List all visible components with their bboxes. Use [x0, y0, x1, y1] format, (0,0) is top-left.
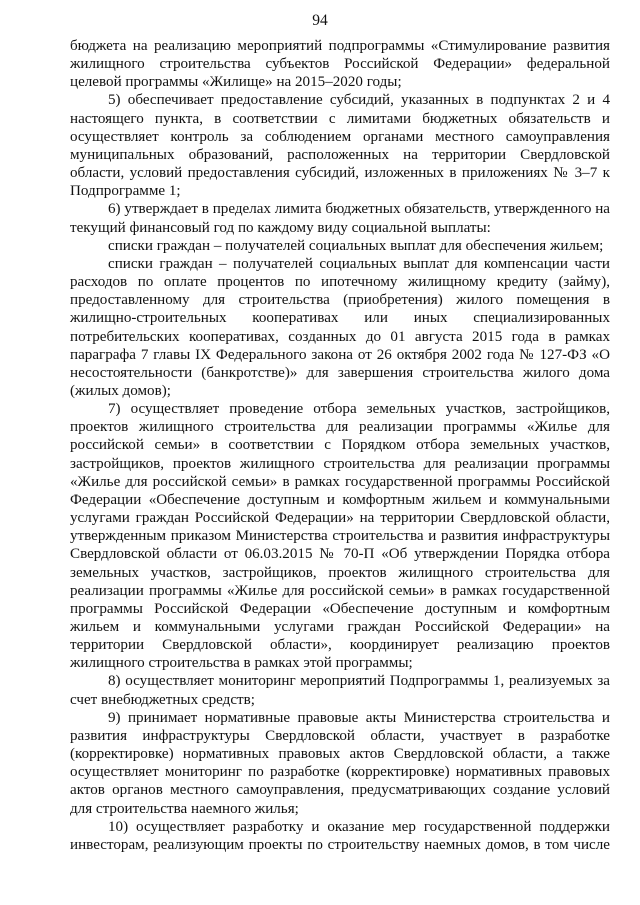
paragraph-item-9: 9) принимает нормативные правовые акты Министерства строительства и развития инфраструктуры Свердловской области, участвует в разработке (корректировке) нормативных правовых актов Свердловской области, а также осуществляет мониторинг по разработке (корректировке) нормативных правовых актов органов местного самоуправления, предусматривающих создание условий для строительства наемного жилья; — [70, 709, 610, 817]
paragraph-item-7: 7) осуществляет проведение отбора земельных участков, застройщиков, проектов жилищного строительства для реализации программы «Жилье для российской семьи» в соответствии с Порядком отбора земельных участков, застройщиков, проектов жилищного строительства для реализации программы «Жилье для российской семьи» в рамках государственной программы Российской Федерации «Обеспечение доступным и комфортным жильем и коммунальными услугами граждан Российской Федерации» на территории Свердловской области, утвержденным приказом Министерства строительства и развития инфраструктуры Свердловской области от 06.03.2015 № 70-П «Об утверждении Порядка отбора земельных участков, застройщиков, проектов жилищного строительства для реализации программы «Жилье для российской семьи» в рамках государственной программы Российской Федерации «Обеспечение доступным и комфортным жильем и коммунальными услугами граждан Российской Федерации» на территории Свердловской области», координирует реализацию проектов жилищного строительства в рамках этой программы; — [70, 401, 610, 672]
paragraph-budget-continuation: бюджета на реализацию мероприятий подпрограммы «Стимулирование развития жилищного строительства субъектов Российской Федерации» федеральной целевой программы «Жилище» на 2015–2020 годы; — [70, 38, 610, 91]
page-number: 94 — [312, 12, 328, 29]
paragraph-item-8: 8) осуществляет мониторинг мероприятий Подпрограммы 1, реализуемых за счет внебюджетных средств; — [70, 673, 610, 708]
paragraph-item-6: 6) утверждает в пределах лимита бюджетных обязательств, утвержденного на текущий финансовый год по каждому виду социальной выплаты: — [70, 201, 610, 236]
paragraph-list-housing: списки граждан – получателей социальных выплат для обеспечения жильем; — [108, 237, 604, 254]
paragraph-list-mortgage: списки граждан – получателей социальных выплат для компенсации части расходов по оплате процентов по ипотечному жилищному кредиту (займу), предоставленному для строительства (приобретения) жилого помещения в жилищно-строительных кооперативах или иных специализированных потребительских кооперативах, созданных до 01 августа 2015 года в рамках параграфа 7 главы IX Федерального закона от 26 октября 2002 года № 127-ФЗ «О несостоятельности (банкротстве)» для завершения строительства жилого дома (жилых домов); — [70, 255, 610, 399]
paragraph-item-10: 10) осуществляет разработку и оказание мер государственной поддержки инвесторам, реализующим проекты по строительству наемных домов, в том числе — [70, 818, 610, 853]
paragraph-item-5: 5) обеспечивает предоставление субсидий, указанных в подпунктах 2 и 4 настоящего пункта, в соответствии с лимитами бюджетных обязательств и осуществляет контроль за соблюдением органами местного самоуправления муниципальных образований, расположенных на территории Свердловской области, условий предоставления субсидий, изложенных в приложениях № 3–7 к Подпрограмме 1; — [70, 92, 610, 200]
document-body — [70, 37, 610, 854]
